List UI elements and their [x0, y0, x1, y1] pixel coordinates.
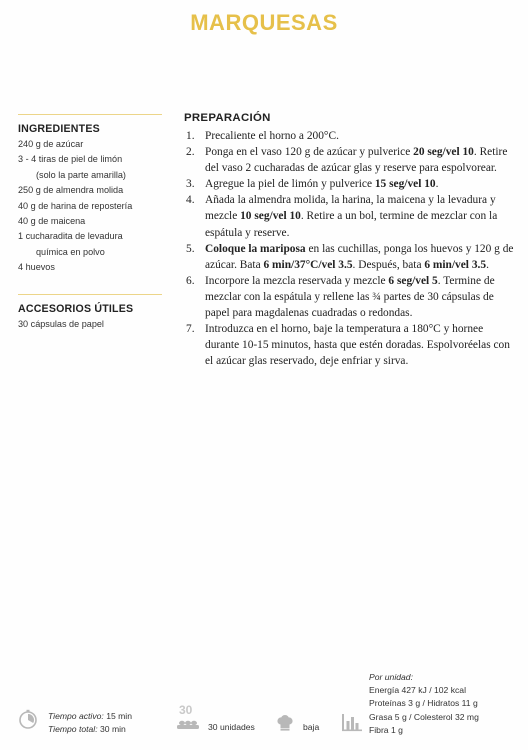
accessories-divider	[18, 294, 162, 295]
nutrition-heading: Por unidad:	[369, 672, 413, 682]
nutrition-protein-carbs: Proteínas 3 g / Hidratos 11 g	[369, 698, 478, 709]
chef-hat-icon	[276, 714, 294, 732]
step-text: Incorpore la mezcla reservada y mezcle	[205, 274, 389, 287]
preparation-step	[184, 273, 514, 321]
yield-number: 30	[179, 703, 193, 717]
ingredient-item: 240 g de azúcar	[18, 139, 84, 149]
preparation-step	[184, 192, 514, 240]
ingredient-item: 3 - 4 tiras de piel de limón (solo la parte amarilla)	[18, 154, 126, 180]
preparation-step	[184, 321, 514, 369]
step-instruction-bold: 10 seg/vel 10	[240, 210, 301, 223]
step-number: 6.	[186, 274, 195, 287]
step-text: Añada la almendra molida, la harina, la maicena y la levadura y mezcle	[205, 194, 496, 223]
active-time-label: Tiempo activo:	[48, 711, 104, 721]
step-instruction-bold: 15 seg/vel 10	[374, 178, 436, 191]
accessories-heading: ACCESORIOS ÚTILES	[18, 302, 134, 315]
step-instruction-bold: 20 seg/vel 10	[413, 146, 474, 159]
step-text: .	[486, 258, 489, 271]
step-instruction-bold: 6 min/37°C/vel 3.5	[263, 258, 353, 271]
yield-label: 30 unidades	[208, 722, 255, 732]
step-text: en las cuchillas, ponga los huevos y 120 g de azúcar. Bata	[205, 242, 514, 271]
nutrition-fiber: Fibra 1 g	[369, 724, 403, 735]
preparation-steps	[184, 128, 514, 369]
nutrition-info	[369, 671, 479, 737]
recipe-footer	[0, 660, 528, 750]
step-instruction-bold: 6 min/vel 3.5	[424, 258, 487, 271]
tray-icon	[176, 719, 200, 731]
total-time-label: Tiempo total:	[48, 724, 98, 735]
step-number: 2.	[186, 146, 195, 159]
nutrition-energy: Energía 427 kJ / 102 kcal	[369, 685, 466, 696]
bar-chart-icon	[341, 712, 363, 732]
preparation-heading: PREPARACIÓN	[184, 112, 271, 124]
preparation-step	[184, 241, 514, 273]
step-text: Agregue la piel de limón y pulverice	[205, 178, 375, 191]
preparation-step	[184, 128, 514, 144]
step-instruction-bold: 6 seg/vel 5	[388, 274, 438, 287]
step-number: 1.	[186, 130, 195, 142]
accessories-list	[18, 317, 162, 332]
ingredients-divider	[18, 114, 162, 115]
total-time-value: 30 min	[100, 724, 126, 735]
preparation-step	[184, 144, 514, 176]
timer-icon	[18, 709, 38, 729]
recipe-title: MARQUESAS	[190, 10, 338, 35]
active-time-value: 15 min	[106, 711, 132, 721]
ingredient-item: 4 huevos	[18, 262, 55, 273]
step-instruction-bold: Coloque la mariposa	[205, 242, 306, 255]
ingredients-list	[18, 137, 162, 276]
step-text: . Después, bata	[352, 258, 425, 271]
accessory-item: 30 cápsulas de papel	[18, 318, 104, 329]
ingredient-item: 250 g de almendra molida	[18, 185, 124, 196]
ingredient-item: 1 cucharadita de levadura química en polvo	[18, 231, 123, 257]
active-time	[48, 710, 132, 723]
preparation-section	[184, 112, 514, 369]
accessories-section	[18, 294, 162, 332]
ingredient-item: 40 g de maicena	[18, 216, 86, 227]
step-text: .	[435, 178, 439, 191]
step-number: 5.	[186, 242, 195, 255]
difficulty-label: baja	[303, 722, 320, 732]
sidebar	[18, 114, 162, 332]
ingredient-item: 40 g de harina de repostería	[18, 200, 133, 211]
step-text: Precaliente el horno a 200°C.	[205, 130, 339, 142]
step-text: Ponga en el vaso 120 g de azúcar y pulverice	[205, 146, 414, 159]
ingredients-heading: INGREDIENTES	[18, 123, 100, 135]
step-number: 4.	[186, 194, 195, 207]
preparation-step	[184, 176, 514, 192]
step-text: . Retire del vaso 2 cucharadas de azúcar glas y reserve para espolvorear.	[205, 146, 508, 175]
step-number: 7.	[186, 323, 195, 336]
step-text: Introduzca en el horno, baje la temperatura a 180°C y hornee durante 10-15 minutos, hasta que estén doradas. Espolvoréelas con el azúcar glas reservado, deje enfriar y sirva.	[205, 323, 510, 368]
step-text: . Retire a un bol, termine de mezclar con la espátula y reserve.	[205, 210, 498, 239]
recipe-times	[48, 710, 132, 737]
nutrition-fat-cholesterol: Grasa 5 g / Colesterol 32 mg	[369, 711, 479, 722]
total-time	[48, 723, 132, 736]
step-number: 3.	[186, 178, 195, 191]
step-text: . Termine de mezclar con la espátula y rellene las ¾ partes de 30 cápsulas de papel para magdalenas cuadradas o redondas.	[205, 274, 495, 320]
